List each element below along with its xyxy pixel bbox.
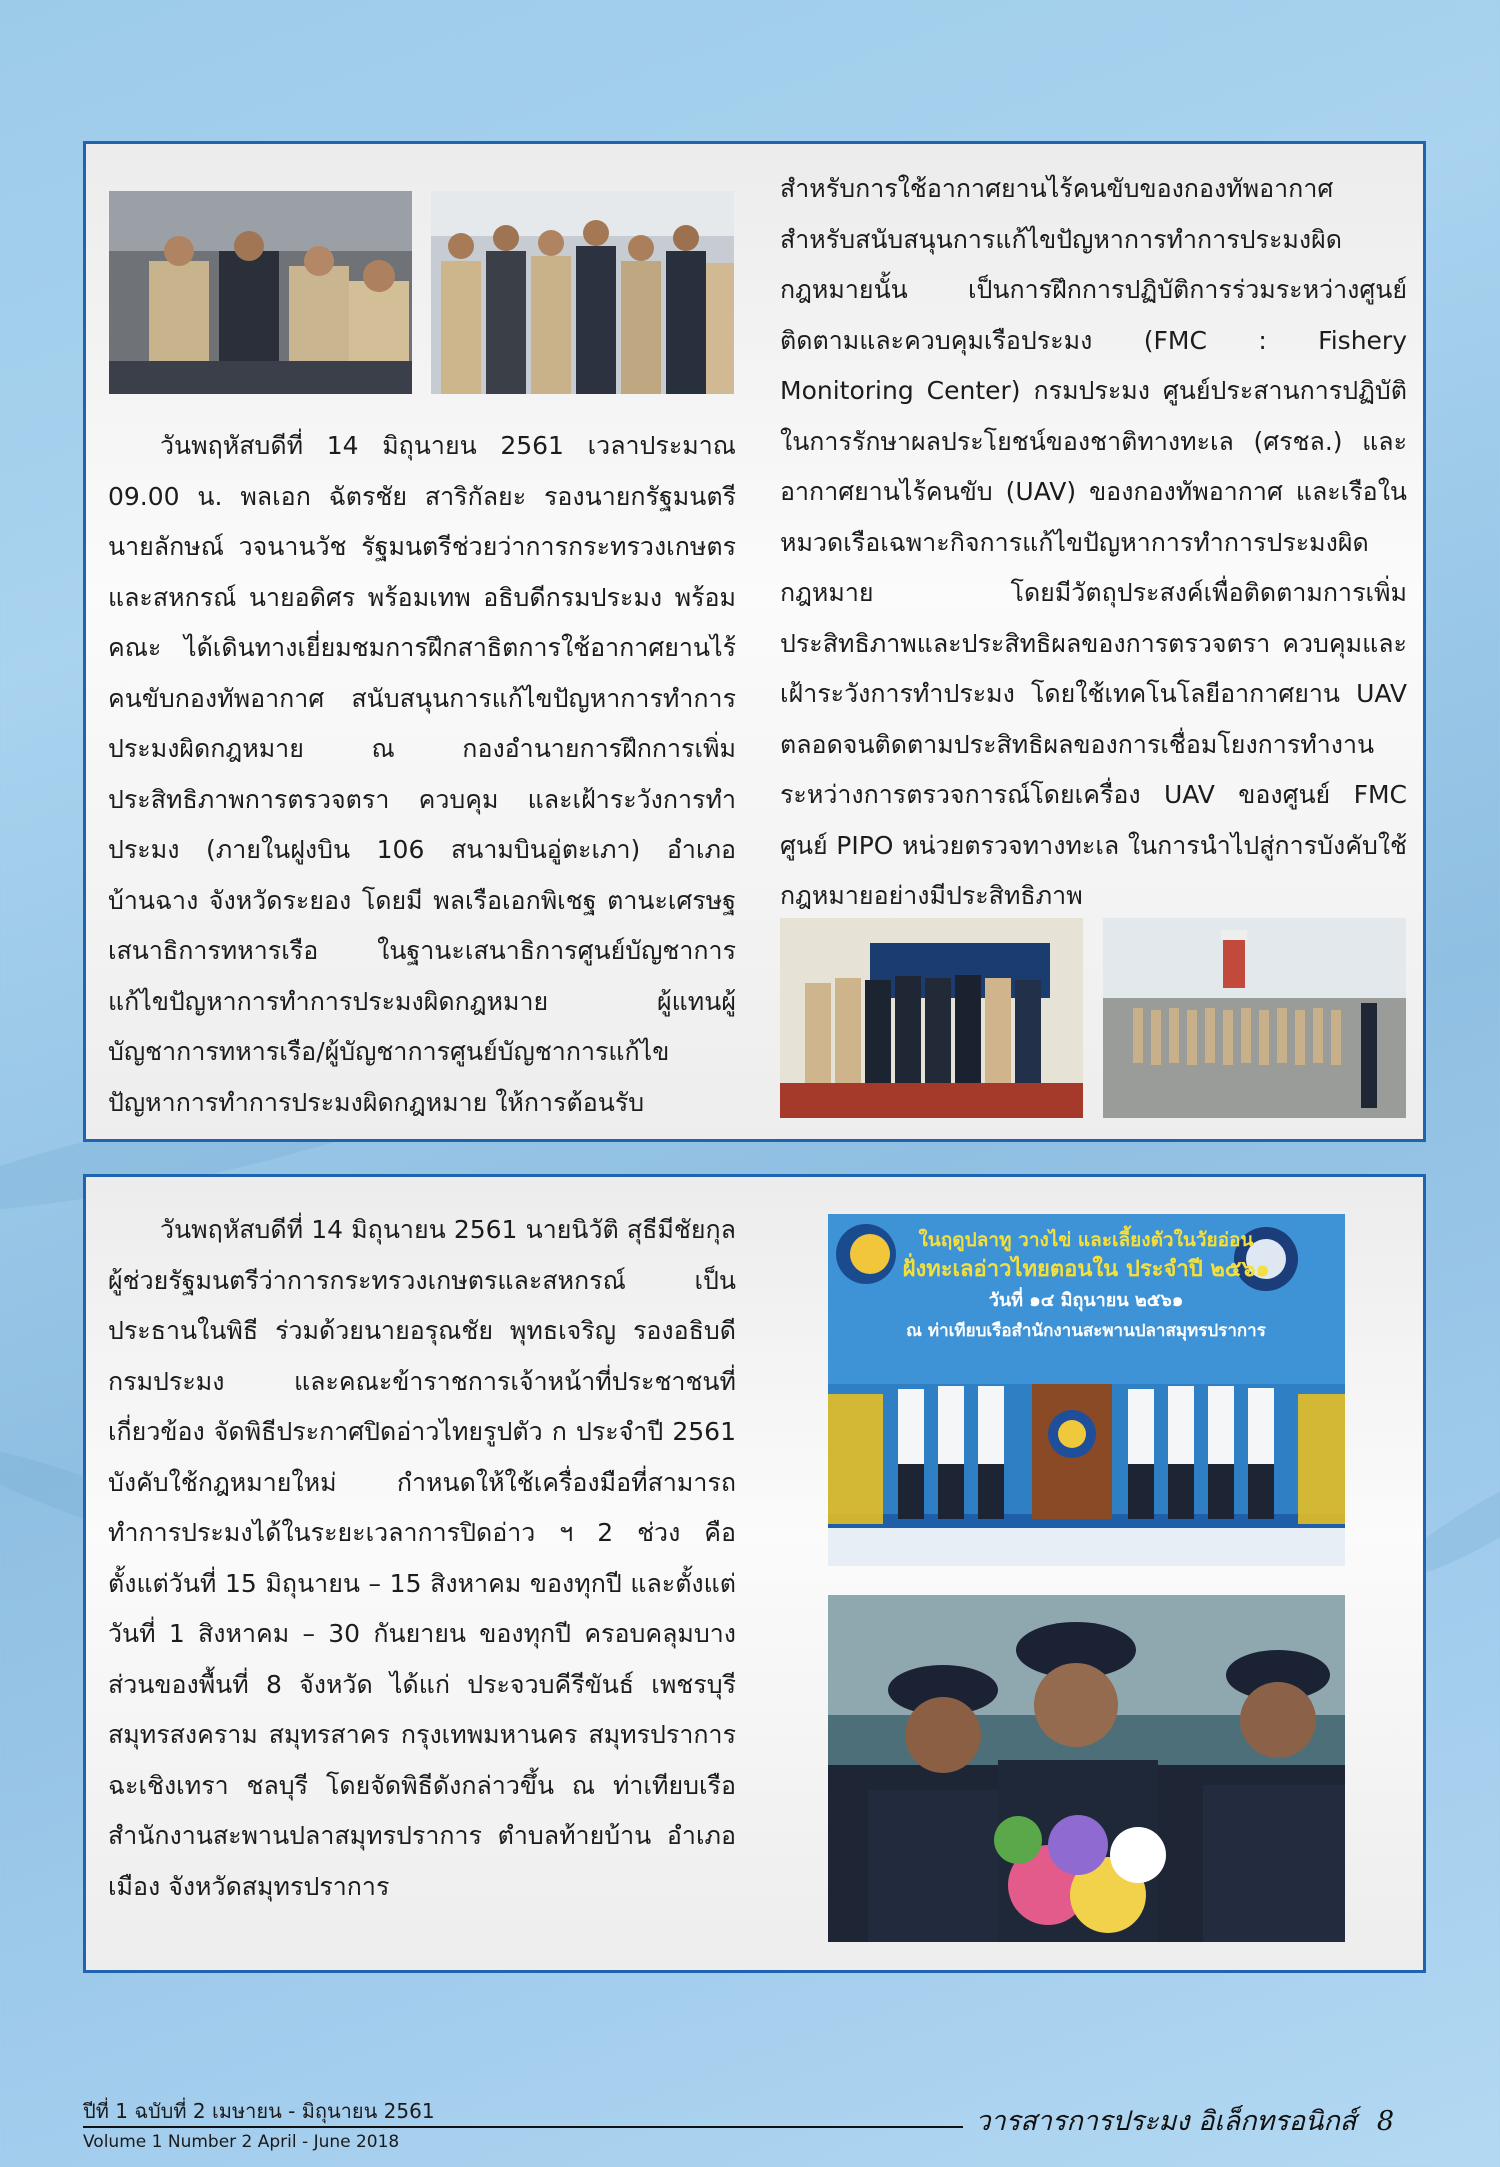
footer-journal-title — [975, 2099, 1394, 2142]
article-panel-bottom — [83, 1174, 1426, 1973]
banner-text-line1: ในฤดูปลาทู วางไข่ และเลี้ยงตัวในวัยอ่อน — [918, 1229, 1254, 1251]
photo-parade-tarmac — [1103, 918, 1406, 1118]
photo-group-pose — [780, 918, 1083, 1118]
article-panel-top — [83, 141, 1426, 1142]
article2-paragraph: วันพฤหัสบดีที่ 14 มิถุนายน 2561 นายนิวัติ สุธีมีชัยกุล ผู้ช่วยรัฐมนตรีว่าการกระทรวงเกษตรและสหกรณ์ เป็นประธานในพิธี ร่วมด้วยนายอรุณชัย พุทธเจริญ รองอธิบดีกรมประมง และคณะข้าราชการเจ้าหน้าที่ประชาชนที่เกี่ยวข้อง จัดพิธีประกาศปิดอ่าวไทยรูปตัว ก ประจำปี 2561 บังคับใช้กฎหมายใหม่ กำหนดให้ใช้เครื่องมือที่สามารถทำการประมงได้ในระยะเวลาการปิดอ่าว ฯ 2 ช่วง คือ ตั้งแต่วันที่ 15 มิถุนายน – 15 สิงหาคม ของทุกปี และตั้งแต่วันที่ 1 สิงหาคม – 30 กันยายน ของทุกปี ครอบคลุมบางส่วนของพื้นที่ 8 จังหวัด ได้แก่ ประจวบคีรีขันธ์ เพชรบุรี สมุทรสงคราม สมุทรสาคร กรุงเทพมหานคร สมุทรปราการ ฉะเชิงเทรา ชลบุรี โดยจัดพิธีดังกล่าวขึ้น ณ ท่าเทียบเรือสำนักงานสะพานปลาสมุทรปราการ ตำบลท้ายบ้าน อำเภอเมือง จังหวัดสมุทรปราการ — [108, 1215, 736, 1901]
photo-officers-closeup — [828, 1595, 1345, 1942]
article1-left-column — [108, 421, 736, 1128]
article1-left-paragraph: วันพฤหัสบดีที่ 14 มิถุนายน 2561 เวลาประมาณ 09.00 น. พลเอก ฉัตรชัย สาริกัลยะ รองนายกรัฐมนตรี นายลักษณ์ วจนานวัช รัฐมนตรีช่วยว่าการกระทรวงเกษตรและสหกรณ์ นายอดิศร พร้อมเทพ อธิบดีกรมประมง พร้อมคณะ ได้เดินทางเยี่ยมชมการฝึกสาธิตการใช้อากาศยานไร้คนขับกองทัพอากาศ สนับสนุนการแก้ไขปัญหาการทำการประมงผิดกฎหมาย ณ กองอำนายการฝึกการเพิ่มประสิทธิภาพการตรวจตรา ควบคุม และเฝ้าระวังการทำประมง (ภายในฝูงบิน 106 สนามบินอู่ตะเภา) อำเภอบ้านฉาง จังหวัดระยอง โดยมี พลเรือเอกพิเชฐ ตานะเศรษฐ เสนาธิการทหารเรือ ในฐานะเสนาธิการศูนย์บัญชาการแก้ไขปัญหาการทำการประมงผิดกฎหมาย ผู้แทนผู้บัญชาการทหารเรือ/ผู้บัญชาการศูนย์บัญชาการแก้ไขปัญหาการทำการประมงผิดกฎหมาย ให้การต้อนรับ — [108, 431, 736, 1117]
footer-issue-english: Volume 1 Number 2 April - June 2018 — [83, 2132, 400, 2152]
photo-meeting-seated — [109, 191, 412, 394]
photo-group-standing — [431, 191, 734, 394]
footer-issue-thai: ปีที่ 1 ฉบับที่ 2 เมษายน - มิถุนายน 2561 — [83, 2099, 435, 2123]
article1-right-paragraph: สำหรับการใช้อากาศยานไร้คนขับของกองทัพอากาศสำหรับสนับสนุนการแก้ไขปัญหาการทำการประมงผิดกฎหมายนั้น เป็นการฝึกการปฏิบัติการร่วมระหว่างศูนย์ติดตามและควบคุมเรือประมง (FMC : Fishery Monitoring Center) กรมประมง ศูนย์ประสานการปฏิบัติในการรักษาผลประโยชน์ของชาติทางทะเล (ศรชล.) และอากาศยานไร้คนขับ (UAV) ของกองทัพอากาศ และเรือในหมวดเรือเฉพาะกิจการแก้ไขปัญหาการทำการประมงผิดกฎหมาย โดยมีวัตถุประสงค์เพื่อติดตามการเพิ่มประสิทธิภาพและประสิทธิผลของการตรวจตรา ควบคุมและเฝ้าระวังการทำประมง โดยใช้เทคโนโลยีอากาศยาน UAV ตลอดจนติดตามประสิทธิผลของการเชื่อมโยงการทำงานระหว่างการตรวจการณ์โดยเครื่อง UAV ของศูนย์ FMC ศูนย์ PIPO หน่วยตรวจทางทะเล ในการนำไปสู่การบังคับใช้กฎหมายอย่างมีประสิทธิภาพ — [780, 174, 1407, 910]
journal-name: วารสารการประมง อิเล็กทรอนิกส์ — [975, 2106, 1357, 2137]
article2-text-column — [108, 1205, 736, 1912]
footer-rule — [83, 2126, 963, 2128]
banner-text-line3: วันที่ ๑๔ มิถุนายน ๒๕๖๑ — [988, 1290, 1184, 1311]
photo-ceremony-stage — [828, 1214, 1345, 1566]
article1-right-column — [780, 164, 1407, 922]
banner-text-line4: ณ ท่าเทียบเรือสำนักงานสะพานปลาสมุทรปราการ — [906, 1321, 1266, 1341]
page-number: 8 — [1376, 2106, 1394, 2137]
banner-text-line2: ฝั่งทะเลอ่าวไทยตอนใน ประจำปี ๒๕๖๑ — [902, 1257, 1270, 1282]
